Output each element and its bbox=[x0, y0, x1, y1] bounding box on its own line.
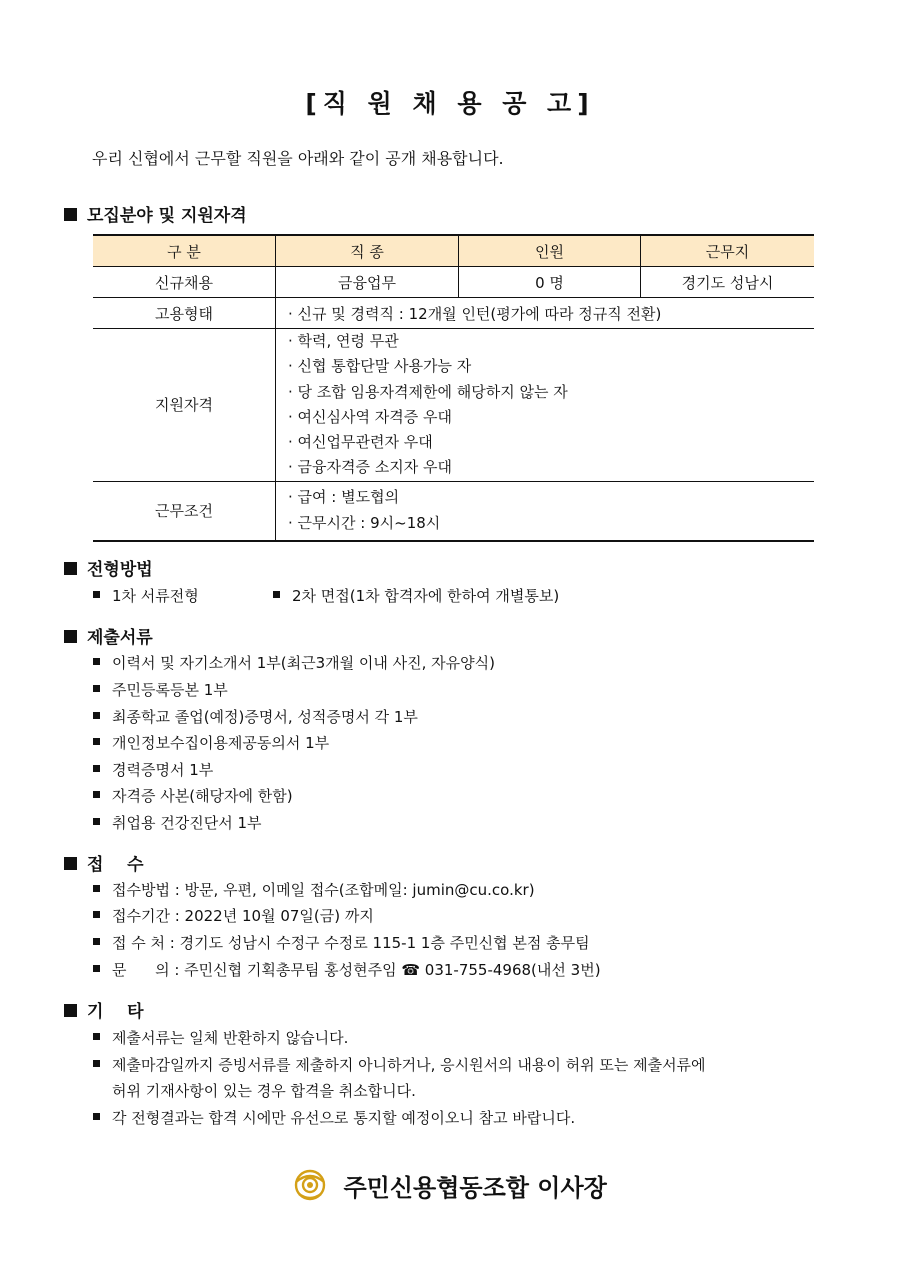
list-item: · 신협 통합단말 사용가능 자 bbox=[288, 357, 472, 376]
bullet-icon bbox=[273, 591, 280, 598]
list-item bbox=[93, 879, 535, 900]
list-item: · 여신심사역 자격증 우대 bbox=[288, 407, 452, 426]
qualification-label: 지원자격 bbox=[93, 329, 276, 482]
section-process bbox=[64, 555, 153, 580]
list-item-text: 자격증 사본(해당자에 한함) bbox=[112, 787, 293, 805]
table-cell: 신규채용 bbox=[93, 267, 276, 298]
section-documents-title: 제출서류 bbox=[87, 628, 153, 648]
list-item-text: 취업용 건강진단서 1부 bbox=[112, 814, 262, 832]
list-item bbox=[93, 959, 601, 980]
bullet-icon bbox=[93, 591, 100, 598]
list-item-text: 접수방법 : 방문, 우편, 이메일 접수(조합메일: jumin@cu.co.kr) bbox=[112, 881, 535, 899]
list-item-text: 경력증명서 1부 bbox=[112, 761, 214, 779]
section-receipt bbox=[64, 850, 144, 875]
list-item bbox=[93, 585, 199, 606]
bullet-icon bbox=[93, 791, 100, 798]
bullet-icon bbox=[93, 885, 100, 892]
list-item-text: 문 의 : 주민신협 기획총무팀 홍성현주임 ☎ 031-755-4968(내선 3번) bbox=[112, 961, 601, 979]
table-header-row bbox=[93, 235, 814, 267]
employment-value: · 신규 및 경력직 : 12개월 인턴(평가에 따라 정규직 전환) bbox=[276, 298, 815, 329]
list-item bbox=[93, 905, 374, 926]
square-bullet-icon bbox=[64, 857, 77, 870]
employment-label: 고용형태 bbox=[93, 298, 276, 329]
bullet-icon bbox=[93, 738, 100, 745]
section-recruit bbox=[64, 201, 247, 226]
list-item: · 학력, 연령 무관 bbox=[288, 332, 399, 350]
list-item: · 급여 : 별도협의 bbox=[288, 488, 400, 507]
table-header: 근무지 bbox=[641, 235, 815, 267]
table-row bbox=[93, 481, 814, 541]
table-cell: 금융업무 bbox=[276, 267, 459, 298]
table-cell: 경기도 성남시 bbox=[641, 267, 815, 298]
list-item-text: 이력서 및 자기소개서 1부(최근3개월 이내 사진, 자유양식) bbox=[112, 654, 495, 672]
square-bullet-icon bbox=[64, 208, 77, 221]
list-item-text: 1차 서류전형 bbox=[112, 587, 199, 605]
table-header: 인원 bbox=[459, 235, 641, 267]
bullet-icon bbox=[93, 1033, 100, 1040]
list-item bbox=[93, 652, 495, 673]
section-etc-title: 기 타 bbox=[87, 1002, 144, 1022]
list-item: · 근무시간 : 9시~18시 bbox=[288, 513, 441, 532]
bullet-icon bbox=[93, 818, 100, 825]
section-process-title: 전형방법 bbox=[87, 560, 153, 580]
list-item-text: 접 수 처 : 경기도 성남시 수정구 수정로 115-1 1층 주민신협 본점 총무팀 bbox=[112, 934, 590, 952]
bullet-icon bbox=[93, 1060, 100, 1067]
list-item-text: 제출마감일까지 증빙서류를 제출하지 아니하거나, 응시원서의 내용이 허위 또는 제출서류에 bbox=[112, 1056, 706, 1074]
table-row bbox=[93, 329, 814, 482]
list-item bbox=[93, 1027, 348, 1048]
bullet-icon bbox=[93, 938, 100, 945]
bullet-icon bbox=[93, 658, 100, 665]
page-title: [직 원 채 용 공 고] bbox=[305, 89, 595, 118]
list-item bbox=[273, 585, 559, 606]
list-item-text: 제출서류는 일체 반환하지 않습니다. bbox=[112, 1029, 349, 1047]
recruit-table bbox=[93, 234, 814, 542]
bullet-icon bbox=[93, 911, 100, 918]
bullet-icon bbox=[93, 965, 100, 972]
list-item: · 당 조합 임용자격제한에 해당하지 않는 자 bbox=[288, 382, 568, 401]
square-bullet-icon bbox=[64, 630, 77, 643]
footer-signature bbox=[0, 1168, 900, 1203]
section-documents bbox=[64, 623, 153, 648]
list-item bbox=[93, 1107, 575, 1128]
section-etc bbox=[64, 997, 144, 1022]
square-bullet-icon bbox=[64, 1004, 77, 1017]
list-item bbox=[93, 679, 228, 700]
bullet-icon bbox=[93, 712, 100, 719]
table-header: 구 분 bbox=[93, 235, 276, 267]
bullet-icon bbox=[93, 1113, 100, 1120]
list-item-text: 최종학교 졸업(예정)증명서, 성적증명서 각 1부 bbox=[112, 708, 418, 726]
table-row bbox=[93, 298, 814, 329]
table-cell: 0 명 bbox=[459, 267, 641, 298]
qualification-list bbox=[276, 329, 815, 482]
square-bullet-icon bbox=[64, 562, 77, 575]
list-item bbox=[93, 812, 262, 833]
list-item bbox=[93, 759, 213, 780]
list-item bbox=[93, 1054, 706, 1075]
list-item-text: 각 전형결과는 합격 시에만 유선으로 통지할 예정이오니 참고 바랍니다. bbox=[112, 1109, 576, 1127]
list-item: · 금융자격증 소지자 우대 bbox=[288, 458, 452, 477]
condition-list bbox=[276, 481, 815, 541]
section-receipt-title: 접 수 bbox=[87, 855, 144, 875]
section-recruit-title: 모집분야 및 지원자격 bbox=[87, 206, 247, 226]
table-header: 직 종 bbox=[276, 235, 459, 267]
list-item-text: 접수기간 : 2022년 10월 07일(금) 까지 bbox=[112, 907, 374, 925]
condition-label: 근무조건 bbox=[93, 481, 276, 541]
list-item-text: 2차 면접(1차 합격자에 한하여 개별통보) bbox=[292, 587, 560, 605]
list-item: · 여신업무관련자 우대 bbox=[288, 433, 433, 452]
list-item bbox=[93, 932, 590, 953]
list-item-text: 개인정보수집이용제공동의서 1부 bbox=[112, 734, 330, 752]
bullet-icon bbox=[93, 685, 100, 692]
list-item-continuation: 허위 기재사항이 있는 경우 합격을 취소합니다. bbox=[112, 1082, 416, 1100]
bullet-icon bbox=[93, 765, 100, 772]
footer-text: 주민신용협동조합 이사장 bbox=[343, 1174, 607, 1202]
list-item-text: 주민등록등본 1부 bbox=[112, 681, 228, 699]
list-item bbox=[93, 706, 418, 727]
intro-text: 우리 신협에서 근무할 직원을 아래와 같이 공개 채용합니다. bbox=[92, 149, 504, 168]
list-item bbox=[93, 732, 329, 753]
credit-union-logo-icon bbox=[293, 1168, 327, 1202]
table-row bbox=[93, 267, 814, 298]
list-item bbox=[93, 785, 293, 806]
